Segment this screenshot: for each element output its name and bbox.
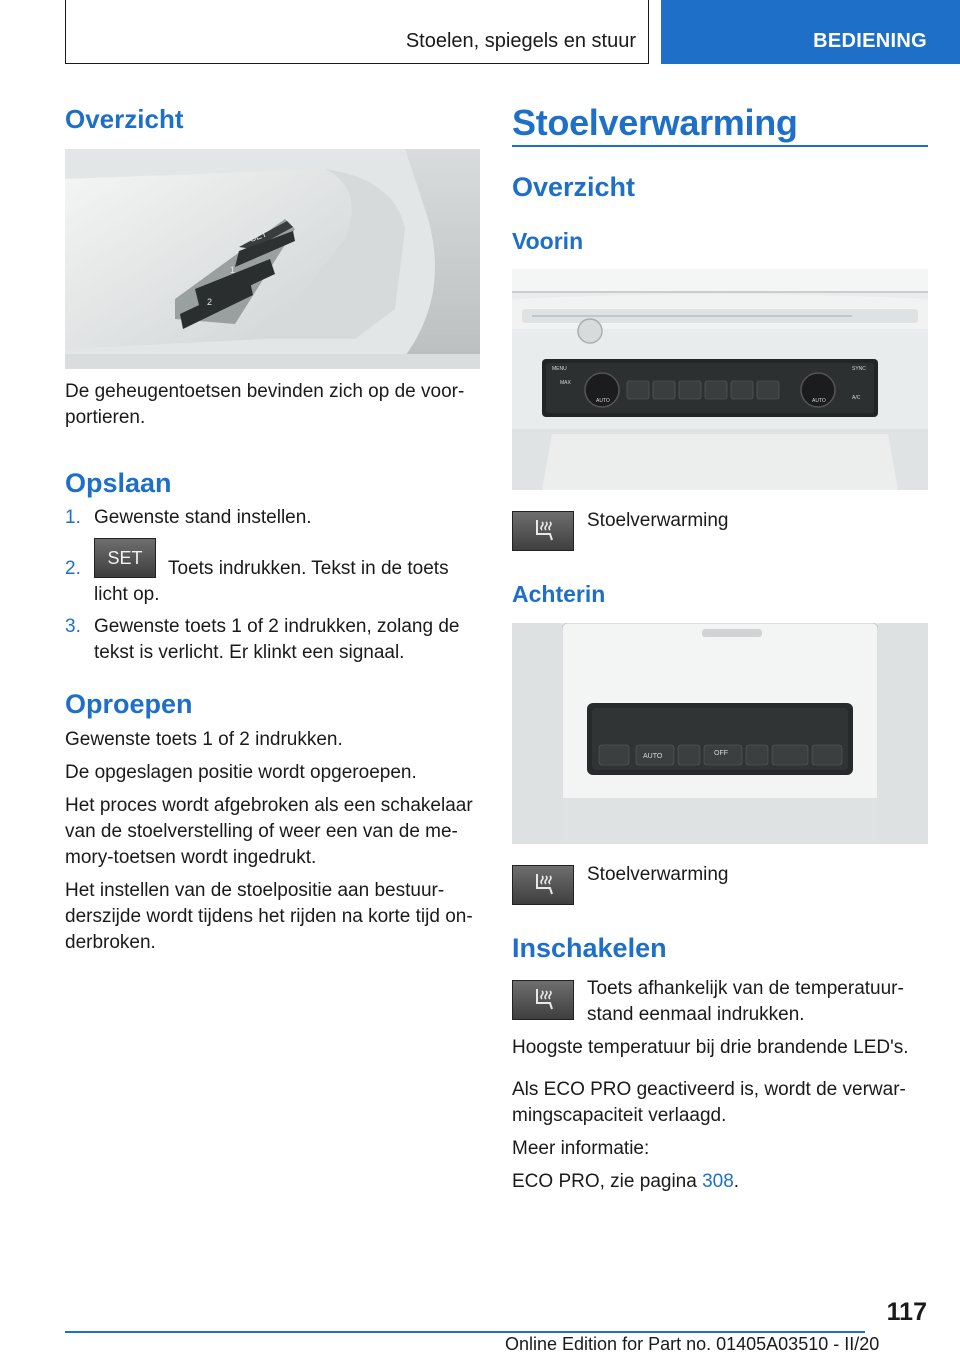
front-caption: Stoelverwarming xyxy=(587,510,729,531)
rear-caption: Stoelverwarming xyxy=(587,864,729,885)
section-tab-label: BEDIENING xyxy=(813,30,927,52)
store-heading: Opslaan xyxy=(65,468,172,498)
seat-heating-icon-front-glyph xyxy=(528,518,558,544)
front-label-max: MAX xyxy=(560,380,571,386)
eco-paragraph: Als ECO PRO geactiveerd is, wordt de verwar- mingscapaciteit verlaagd. Meer informatie: ECO PRO, zie pagina 308. xyxy=(512,1077,932,1195)
page-308-link[interactable]: 308 xyxy=(702,1171,734,1192)
recall-heading: Oproepen xyxy=(65,689,193,719)
page-number: 117 xyxy=(886,1298,927,1326)
rear-heading: Achterin xyxy=(512,581,606,607)
front-label-menu: MENU xyxy=(552,366,567,372)
front-label-sync: SYNC xyxy=(852,366,866,372)
heading-rule xyxy=(512,145,928,147)
set-key-icon: SET xyxy=(94,538,156,578)
seat-heating-icon-rear-glyph xyxy=(528,872,558,898)
footer-rule xyxy=(65,1331,865,1333)
image-label-1: 1 xyxy=(230,265,236,275)
front-label-auto-right: AUTO xyxy=(812,398,826,404)
overview-text-left: De geheugentoetsen bevinden zich op de voor- portieren. xyxy=(65,381,465,428)
front-label-ac: A/C xyxy=(852,395,861,401)
recall-text: Gewenste toets 1 of 2 indrukken. De opgeslagen positie wordt opgeroepen. Het proces wordt afgebroken als een schakelaar van de stoelverstelling of weer een van de me- mory-toetsen wordt ingedrukt. Het instellen van de stoelpositie aan bestuur- derszijde wordt tijdens het rijden na korte tijd on- derbroken. xyxy=(65,729,473,953)
enable-heading: Inschakelen xyxy=(512,933,667,963)
overview-heading-left: Overzicht xyxy=(65,104,184,134)
eco-reference: ECO PRO, zie pagina 308. xyxy=(512,1171,740,1192)
store-step-1: 1. Gewenste stand instellen. xyxy=(65,507,312,528)
seat-heating-icon-rear xyxy=(512,865,574,905)
main-heading: Stoelverwarming xyxy=(512,102,798,143)
front-heading: Voorin xyxy=(512,228,584,254)
rear-label-off: OFF xyxy=(714,750,728,757)
enable-text: Toets afhankelijk van de temperatuur- stand eenmaal indrukken. xyxy=(587,978,904,1025)
memory-buttons-image xyxy=(65,149,480,369)
image-label-set: SET xyxy=(248,228,269,244)
store-step-3: 3. Gewenste toets 1 of 2 indrukken, zolang de tekst is verlicht. Er klinkt een signaal. xyxy=(65,616,460,663)
seat-heating-icon-enable xyxy=(512,980,574,1020)
seat-heating-icon-front xyxy=(512,511,574,551)
store-step-2: 2. SET Toets indrukken. Tekst in de toets licht op. xyxy=(65,556,485,608)
door-panel-illustration xyxy=(65,149,480,369)
rear-label-auto: AUTO xyxy=(643,753,663,760)
front-climate-panel-image xyxy=(512,269,928,490)
footer-edition: Online Edition for Part no. 01405A03510 - II/20 xyxy=(505,1334,880,1354)
overview-heading-right: Overzicht xyxy=(512,172,636,202)
front-label-auto-left: AUTO xyxy=(596,398,610,404)
seat-heating-icon-enable-glyph xyxy=(528,987,558,1013)
image-label-2: 2 xyxy=(207,297,213,307)
chapter-title: Stoelen, spiegels en stuur xyxy=(405,30,636,52)
enable-p2: Hoogste temperatuur bij drie brandende LED's. xyxy=(512,1037,909,1058)
rear-climate-panel-image xyxy=(512,623,928,844)
front-panel-illustration xyxy=(512,269,928,490)
rear-panel-illustration xyxy=(512,623,928,844)
